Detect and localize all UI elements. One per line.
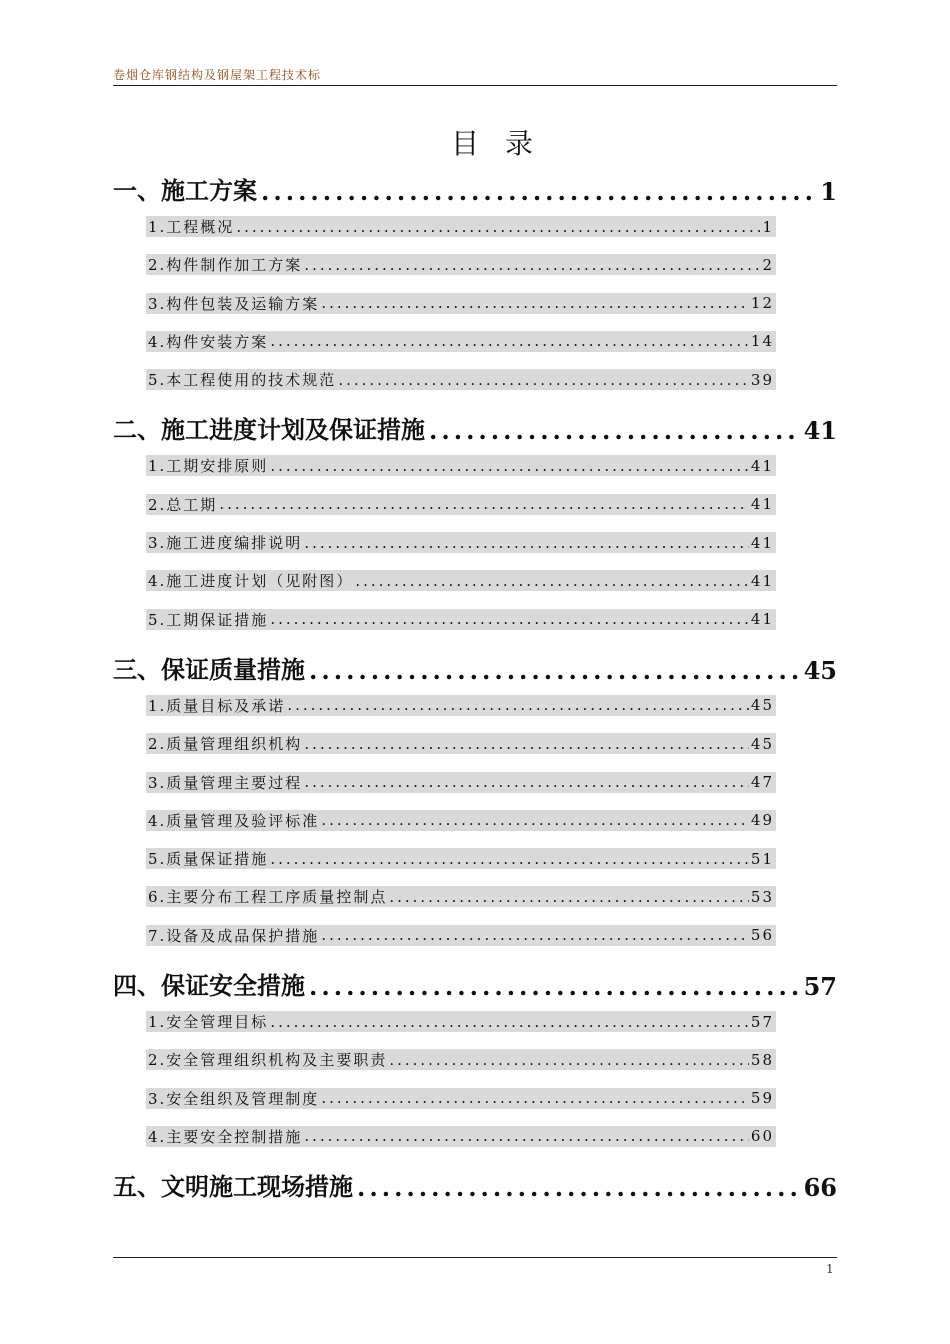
toc-subsection-entry[interactable] [146, 455, 776, 476]
toc-subsection-entry[interactable] [146, 494, 776, 515]
toc-subsection-page: 47 [750, 773, 774, 792]
toc-section-entry[interactable] [113, 1164, 837, 1202]
toc-subsection-entry[interactable] [146, 925, 776, 946]
toc-subsection-entry[interactable] [146, 254, 776, 275]
toc-dot-leader [321, 294, 749, 312]
toc-subsection-list [113, 455, 837, 629]
toc-dot-leader [321, 811, 749, 829]
toc-subsection-entry[interactable] [146, 331, 776, 352]
toc-section-entry[interactable] [113, 168, 837, 206]
toc-subsection-label: 3.安全组织及管理制度 [148, 1089, 320, 1108]
toc-section-page: 45 [803, 655, 837, 685]
toc-subsection-entry[interactable] [146, 733, 776, 754]
toc-subsection-label: 2.安全管理组织机构及主要职责 [148, 1051, 388, 1070]
toc-subsection-list [113, 695, 837, 946]
toc-dot-leader [304, 1127, 749, 1145]
toc-section-entry[interactable] [113, 407, 837, 445]
toc-subsection-list [113, 216, 837, 390]
toc-subsection-entry[interactable] [146, 293, 776, 314]
toc-subsection-page: 53 [750, 887, 774, 906]
toc-dot-leader [270, 1013, 749, 1031]
toc-dot-leader [304, 534, 749, 552]
toc-subsection-label: 2.总工期 [148, 495, 218, 514]
toc-section-label: 四、保证安全措施 [113, 971, 305, 1001]
toc-subsection-label: 1.安全管理目标 [148, 1013, 269, 1032]
toc-subsection-entry[interactable] [146, 1126, 776, 1147]
toc-subsection-entry[interactable] [146, 848, 776, 869]
toc-subsection-entry[interactable] [146, 532, 776, 553]
toc-subsection-page: 49 [750, 811, 774, 830]
toc-heading: 目录 [450, 127, 559, 160]
toc-subsection-entry[interactable] [146, 216, 776, 237]
toc-subsection-page: 41 [750, 571, 774, 590]
toc-subsection-page: 2 [762, 255, 774, 274]
toc-subsection-label: 3.构件包装及运输方案 [148, 294, 320, 313]
toc-subsection-entry[interactable] [146, 695, 776, 716]
toc-section-label: 三、保证质量措施 [113, 654, 305, 684]
toc-subsection-label: 2.构件制作加工方案 [148, 256, 303, 275]
toc-section-entry[interactable] [113, 647, 837, 685]
toc-section-label: 五、文明施工现场措施 [113, 1172, 353, 1202]
toc-subsection-page: 56 [750, 926, 774, 945]
toc-dot-leader [429, 416, 800, 445]
toc-subsection-entry[interactable] [146, 369, 776, 390]
toc-dot-leader [270, 332, 749, 350]
toc-subsection-entry[interactable] [146, 609, 776, 630]
toc-subsection-label: 3.质量管理主要过程 [148, 773, 303, 792]
toc-subsection-page: 14 [750, 332, 774, 351]
toc-subsection-entry[interactable] [146, 772, 776, 793]
toc-subsection-list [113, 1011, 837, 1147]
toc-dot-leader [236, 218, 760, 236]
toc-subsection-page: 60 [750, 1127, 774, 1146]
toc-dot-leader [270, 610, 749, 628]
toc-section-entry[interactable] [113, 963, 837, 1001]
header-divider [113, 85, 837, 86]
table-of-contents [113, 168, 837, 1202]
toc-subsection-label: 4.施工进度计划（见附图） [148, 572, 354, 591]
toc-subsection-label: 1.工程概况 [148, 218, 235, 236]
toc-subsection-label: 5.质量保证措施 [148, 850, 269, 869]
toc-subsection-page: 41 [750, 495, 774, 514]
toc-section-page: 57 [803, 972, 837, 1002]
toc-dot-leader [287, 696, 749, 714]
toc-subsection-label: 4.质量管理及验评标准 [148, 811, 320, 830]
toc-dot-leader [338, 371, 749, 389]
toc-dot-leader [304, 735, 749, 753]
toc-subsection-page: 1 [762, 217, 774, 236]
footer-page-number: 1 [826, 1262, 834, 1276]
toc-subsection-page: 59 [750, 1089, 774, 1108]
toc-subsection-label: 2.质量管理组织机构 [148, 735, 303, 754]
toc-dot-leader [389, 1051, 749, 1069]
toc-subsection-label: 4.构件安装方案 [148, 332, 269, 351]
toc-subsection-label: 4.主要安全控制措施 [148, 1127, 303, 1146]
toc-dot-leader [355, 572, 749, 590]
toc-subsection-label: 7.设备及成品保护措施 [148, 926, 320, 945]
toc-dot-leader [304, 256, 760, 274]
toc-dot-leader [309, 972, 800, 1001]
toc-subsection-label: 5.本工程使用的技术规范 [148, 371, 337, 390]
toc-dot-leader [389, 888, 749, 906]
toc-dot-leader [321, 1089, 749, 1107]
toc-section-label: 一、施工方案 [113, 176, 257, 205]
toc-subsection-page: 58 [750, 1050, 774, 1069]
toc-subsection-label: 3.施工进度编排说明 [148, 534, 303, 553]
toc-section-page: 41 [803, 416, 837, 446]
toc-dot-leader [357, 1173, 800, 1202]
toc-subsection-page: 41 [750, 533, 774, 552]
toc-subsection-label: 6.主要分布工程工序质量控制点 [148, 888, 388, 907]
toc-dot-leader [261, 177, 816, 206]
toc-dot-leader [304, 773, 749, 791]
toc-subsection-page: 41 [750, 456, 774, 475]
toc-subsection-page: 39 [750, 370, 774, 389]
toc-section-page: 1 [820, 177, 837, 206]
toc-subsection-entry[interactable] [146, 886, 776, 907]
toc-subsection-entry[interactable] [146, 570, 776, 591]
toc-subsection-page: 41 [750, 610, 774, 629]
toc-dot-leader [270, 457, 749, 475]
toc-subsection-entry[interactable] [146, 1049, 776, 1070]
toc-dot-leader [270, 850, 749, 868]
toc-subsection-page: 45 [750, 734, 774, 753]
toc-subsection-page: 51 [750, 849, 774, 868]
toc-dot-leader [309, 656, 800, 685]
running-header-title: 卷烟仓库钢结构及钢屋架工程技术标 [113, 68, 322, 82]
toc-subsection-entry[interactable] [146, 1011, 776, 1032]
toc-subsection-label: 1.质量目标及承诺 [148, 696, 286, 715]
toc-dot-leader [321, 926, 749, 944]
toc-dot-leader [219, 495, 749, 513]
toc-subsection-entry[interactable] [146, 810, 776, 831]
toc-subsection-entry[interactable] [146, 1088, 776, 1109]
toc-subsection-page: 45 [750, 696, 774, 715]
toc-section-label: 二、施工进度计划及保证措施 [113, 415, 425, 445]
footer-divider [113, 1257, 837, 1258]
toc-subsection-page: 57 [750, 1012, 774, 1031]
toc-section-page: 66 [803, 1173, 837, 1203]
toc-subsection-label: 5.工期保证措施 [148, 610, 269, 629]
toc-subsection-label: 1.工期安排原则 [148, 457, 269, 476]
toc-subsection-page: 12 [750, 294, 774, 313]
